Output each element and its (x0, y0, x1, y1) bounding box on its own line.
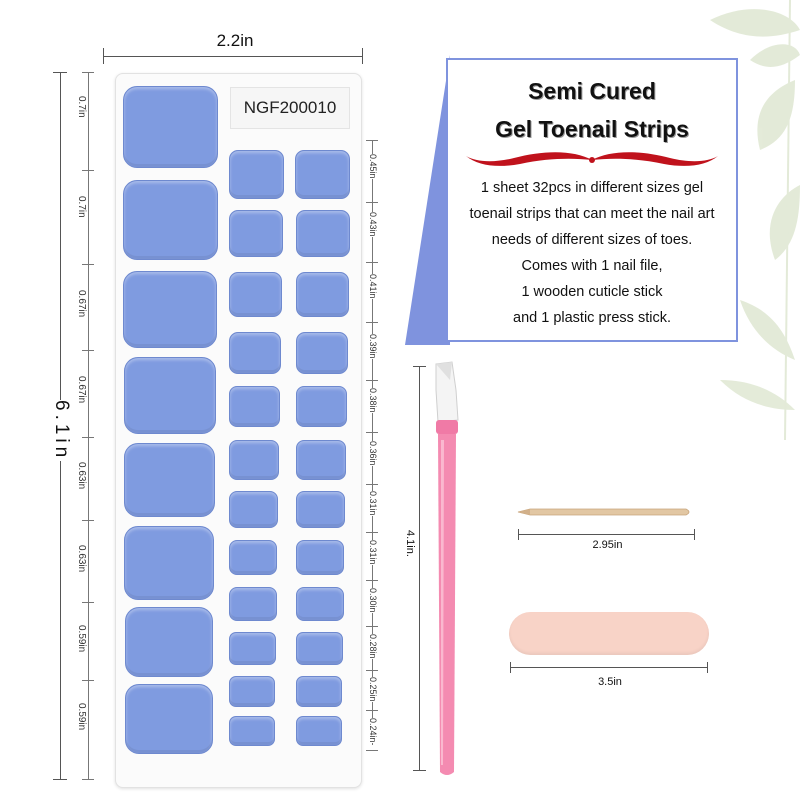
small-nail (229, 150, 284, 199)
small-size-label: 0.30in (368, 588, 378, 613)
cuticle-stick (516, 503, 696, 521)
small-nail (229, 272, 282, 317)
small-nail (229, 491, 278, 528)
big-size-tick (82, 779, 94, 780)
info-box (446, 58, 738, 342)
info-line: needs of different sizes of toes. (491, 232, 693, 248)
big-size-tick (82, 350, 94, 351)
small-size-label: 0.38in (368, 388, 378, 413)
big-size-label: 0.63in (76, 545, 87, 573)
info-title-line2: Gel Toenail Strips (495, 116, 689, 142)
small-nail (229, 632, 276, 665)
big-size-label: 0.7in (76, 96, 87, 118)
press-stick (428, 360, 468, 780)
info-line: and 1 plastic press stick. (513, 310, 671, 326)
press-stick-dimension-cap-top (413, 366, 426, 367)
small-size-label: 0.25in (368, 677, 378, 702)
info-line: toenail strips that can meet the nail art (469, 206, 715, 222)
big-nail (125, 684, 213, 754)
big-size-tick (82, 602, 94, 603)
nail-file-dimension-cap-left (510, 662, 511, 673)
width-label: 2.2in (195, 31, 275, 51)
small-nail (229, 716, 275, 746)
small-nail (229, 440, 279, 480)
nail-file-length-label: 3.5in (598, 676, 622, 688)
small-nail (229, 332, 281, 374)
small-size-label: 0.45in (368, 154, 378, 179)
small-size-tick (366, 626, 378, 627)
info-title-line1: Semi Cured (528, 78, 656, 104)
big-size-tick (82, 680, 94, 681)
big-size-tick (82, 170, 94, 171)
cuticle-dimension-cap-right (694, 529, 695, 540)
big-size-label: 0.63in (76, 462, 87, 490)
small-size-tick (366, 670, 378, 671)
info-line: 1 wooden cuticle stick (521, 284, 663, 300)
small-size-label: 0.31in (368, 540, 378, 565)
big-size-label: 0.67in (76, 290, 87, 318)
big-nail (123, 271, 217, 348)
small-size-tick (366, 750, 378, 751)
small-nail (296, 491, 345, 528)
big-size-label: 0.59in (76, 625, 87, 653)
small-nail (296, 632, 343, 665)
product-code-label: NGF200010 (230, 87, 350, 129)
big-nail (125, 607, 213, 677)
small-nail (229, 386, 280, 427)
press-stick-dimension-cap-bottom (413, 770, 426, 771)
small-size-label: 0.41in (368, 274, 378, 299)
small-size-tick (366, 710, 378, 711)
small-nail (229, 540, 277, 575)
height-dimension-cap-top (53, 72, 67, 73)
cuticle-dimension-cap-left (518, 529, 519, 540)
small-size-tick (366, 140, 378, 141)
small-size-tick (366, 580, 378, 581)
big-nail (123, 180, 218, 260)
small-size-tick (366, 484, 378, 485)
nail-file-dimension-cap-right (707, 662, 708, 673)
big-size-tick (82, 264, 94, 265)
height-dimension-cap-bottom (53, 779, 67, 780)
small-nail (229, 587, 277, 621)
small-size-label: 0.43in (368, 212, 378, 237)
small-size-label: 0.36in (368, 441, 378, 466)
big-size-label: 0.67in (76, 376, 87, 404)
big-nail (124, 526, 214, 600)
press-stick-dimension (419, 366, 420, 770)
cuticle-stick-length-label: 2.95in (592, 539, 623, 551)
small-size-tick (366, 432, 378, 433)
small-size-tick (366, 262, 378, 263)
small-nail (296, 332, 348, 374)
big-size-label: 0.59in (76, 703, 87, 731)
info-line: 1 sheet 32pcs in different sizes gel (480, 180, 704, 196)
ornament-divider (464, 148, 720, 172)
small-size-tick (366, 202, 378, 203)
big-size-column (78, 72, 108, 780)
big-nail (124, 357, 216, 434)
small-size-label: 0.31in (368, 491, 378, 516)
small-nail (296, 716, 342, 746)
small-size-tick (366, 322, 378, 323)
small-size-tick (366, 532, 378, 533)
small-nail (296, 440, 346, 480)
nail-file (509, 612, 709, 655)
info-line: Comes with 1 nail file, (521, 258, 663, 274)
big-nail (123, 86, 218, 168)
big-size-label: 0.7in (76, 196, 87, 218)
small-nail (296, 540, 344, 575)
height-label: 6.1in (51, 400, 72, 462)
small-size-tick (366, 380, 378, 381)
small-nail (296, 587, 344, 621)
nail-file-dimension (510, 667, 708, 668)
big-size-tick (82, 72, 94, 73)
small-nail (296, 676, 342, 707)
small-nail (296, 386, 347, 427)
small-nail (229, 210, 283, 257)
small-nail (296, 210, 350, 257)
small-nail (296, 272, 349, 317)
small-nail (229, 676, 275, 707)
big-nail (124, 443, 215, 517)
big-size-tick (82, 437, 94, 438)
cuticle-stick-dimension (518, 534, 695, 535)
small-nail (295, 150, 350, 199)
small-size-label: 0.39in (368, 334, 378, 359)
small-size-label: 0.28in (368, 634, 378, 659)
press-stick-length-label: 4.1in. (404, 530, 416, 557)
small-size-label: 0.24in (368, 718, 378, 743)
big-size-tick (82, 520, 94, 521)
